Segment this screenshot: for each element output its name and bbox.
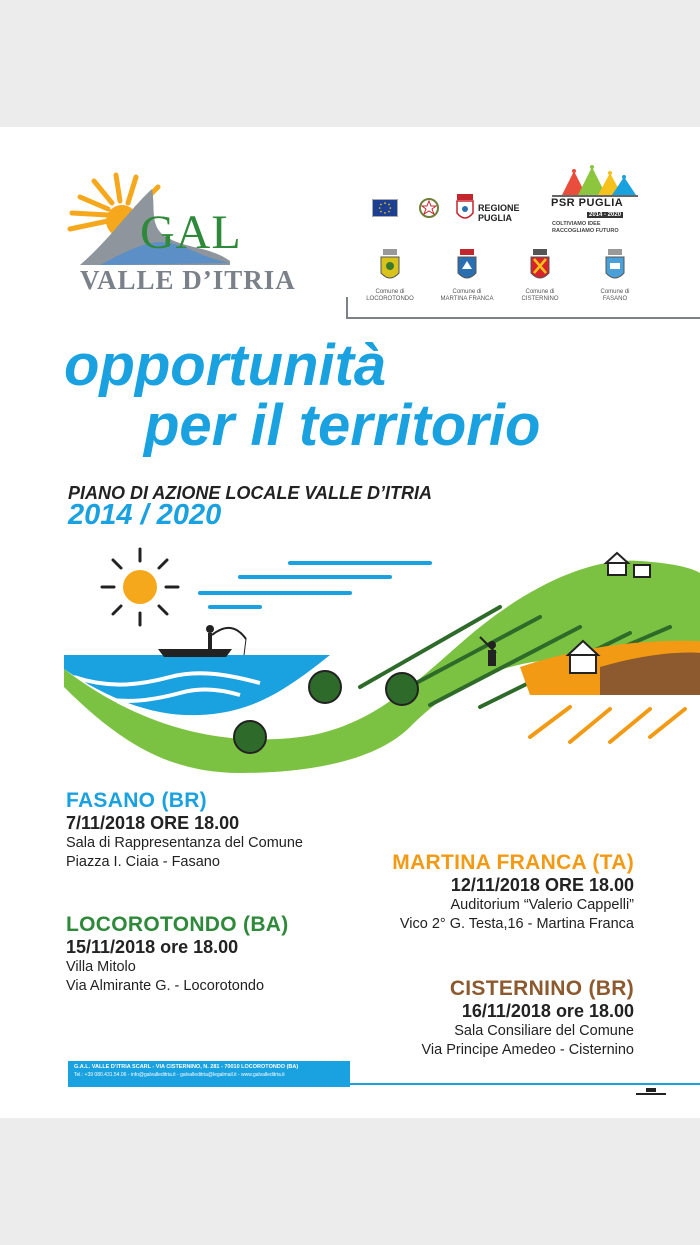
cisternino-crest-icon (529, 249, 551, 283)
footer-address: G.A.L. VALLE D’ITRIA SCARL - VIA CISTERNINO, N. 281 - 70010 LOCOROTONDO (BA) (74, 1064, 299, 1070)
printer-mark-icon (636, 1087, 666, 1095)
locorotondo-crest-icon (379, 249, 401, 283)
comune-name: CISTERNINO (521, 296, 559, 302)
martina-franca-crest-icon (456, 249, 478, 283)
event-date: 16/11/2018 ore 18.00 (461, 1001, 634, 1021)
footer-divider (350, 1083, 700, 1085)
event-fasano (66, 789, 303, 872)
event-city: CISTERNINO (BR) (449, 977, 634, 1000)
italy-emblem-icon (419, 197, 439, 219)
comune-locorotondo (355, 249, 425, 303)
comune-prefix: Comune di (375, 289, 405, 295)
event-martina-franca (392, 851, 634, 934)
event-place: Sala Consiliare del Comune (454, 1023, 634, 1039)
poster (0, 127, 700, 1118)
regione-puglia-icon (456, 193, 474, 223)
event-address: Via Principe Amedeo - Cisternino (421, 1042, 634, 1058)
event-locorotondo (66, 913, 289, 996)
title-line-2: per il territorio (144, 393, 541, 458)
eu-flag-icon (372, 199, 398, 217)
event-date: 12/11/2018 ORE 18.00 (450, 875, 634, 895)
gal-subtitle: VALLE D’ITRIA (80, 265, 296, 295)
comune-name: MARTINA FRANCA (440, 296, 494, 302)
event-address: Via Almirante G. - Locorotondo (66, 978, 265, 994)
comune-name: FASANO (602, 296, 628, 302)
event-city: MARTINA FRANCA (TA) (392, 851, 634, 874)
comune-prefix: Comune di (452, 289, 482, 295)
comune-prefix: Comune di (525, 289, 555, 295)
event-address: Piazza I. Ciaia - Fasano (66, 854, 220, 870)
event-date: 7/11/2018 ORE 18.00 (66, 813, 240, 833)
title-line-1: opportunità (64, 333, 387, 398)
comune-prefix: Comune di (600, 289, 630, 295)
psr-motto: COLTIVIAMO IDEE RACCOGLIAMO FUTURO (552, 221, 619, 234)
event-city: FASANO (BR) (66, 789, 207, 812)
header-divider (346, 317, 700, 319)
landscape-illustration (60, 537, 700, 777)
fasano-crest-icon (604, 249, 626, 283)
comune-name: LOCOROTONDO (366, 296, 414, 302)
event-place: Auditorium “Valerio Cappelli” (450, 897, 634, 913)
psr-years: 2014 - 2020 (589, 212, 622, 218)
event-place: Sala di Rappresentanza del Comune (66, 835, 303, 851)
event-place: Villa Mitolo (66, 959, 136, 975)
event-date: 15/11/2018 ore 18.00 (66, 937, 239, 957)
plan-subtitle: PIANO DI AZIONE LOCALE VALLE D’ITRIA (68, 483, 432, 503)
comune-cisternino (505, 249, 575, 303)
psr-title: PSR PUGLIA (551, 197, 624, 209)
footer-contacts: Tel.: +39 080.431.54.06 - info@galvalleditria.it - galvalleditria@legalmail.it - www.galvalleditria.it (74, 1072, 285, 1078)
comune-martina-franca (432, 249, 502, 303)
plan-years: 2014 / 2020 (68, 499, 222, 531)
gal-wordmark: GAL (140, 206, 242, 259)
regione-puglia-label: REGIONE PUGLIA (478, 203, 520, 223)
header-divider-vertical (346, 297, 348, 319)
event-cisternino (421, 977, 634, 1060)
fisherman-boat-icon (158, 625, 246, 657)
event-city: LOCOROTONDO (BA) (66, 913, 289, 936)
event-address: Vico 2° G. Testa,16 - Martina Franca (399, 916, 634, 932)
comune-fasano (580, 249, 650, 303)
sun-icon (102, 549, 178, 625)
footer-contact-bar (68, 1061, 350, 1087)
